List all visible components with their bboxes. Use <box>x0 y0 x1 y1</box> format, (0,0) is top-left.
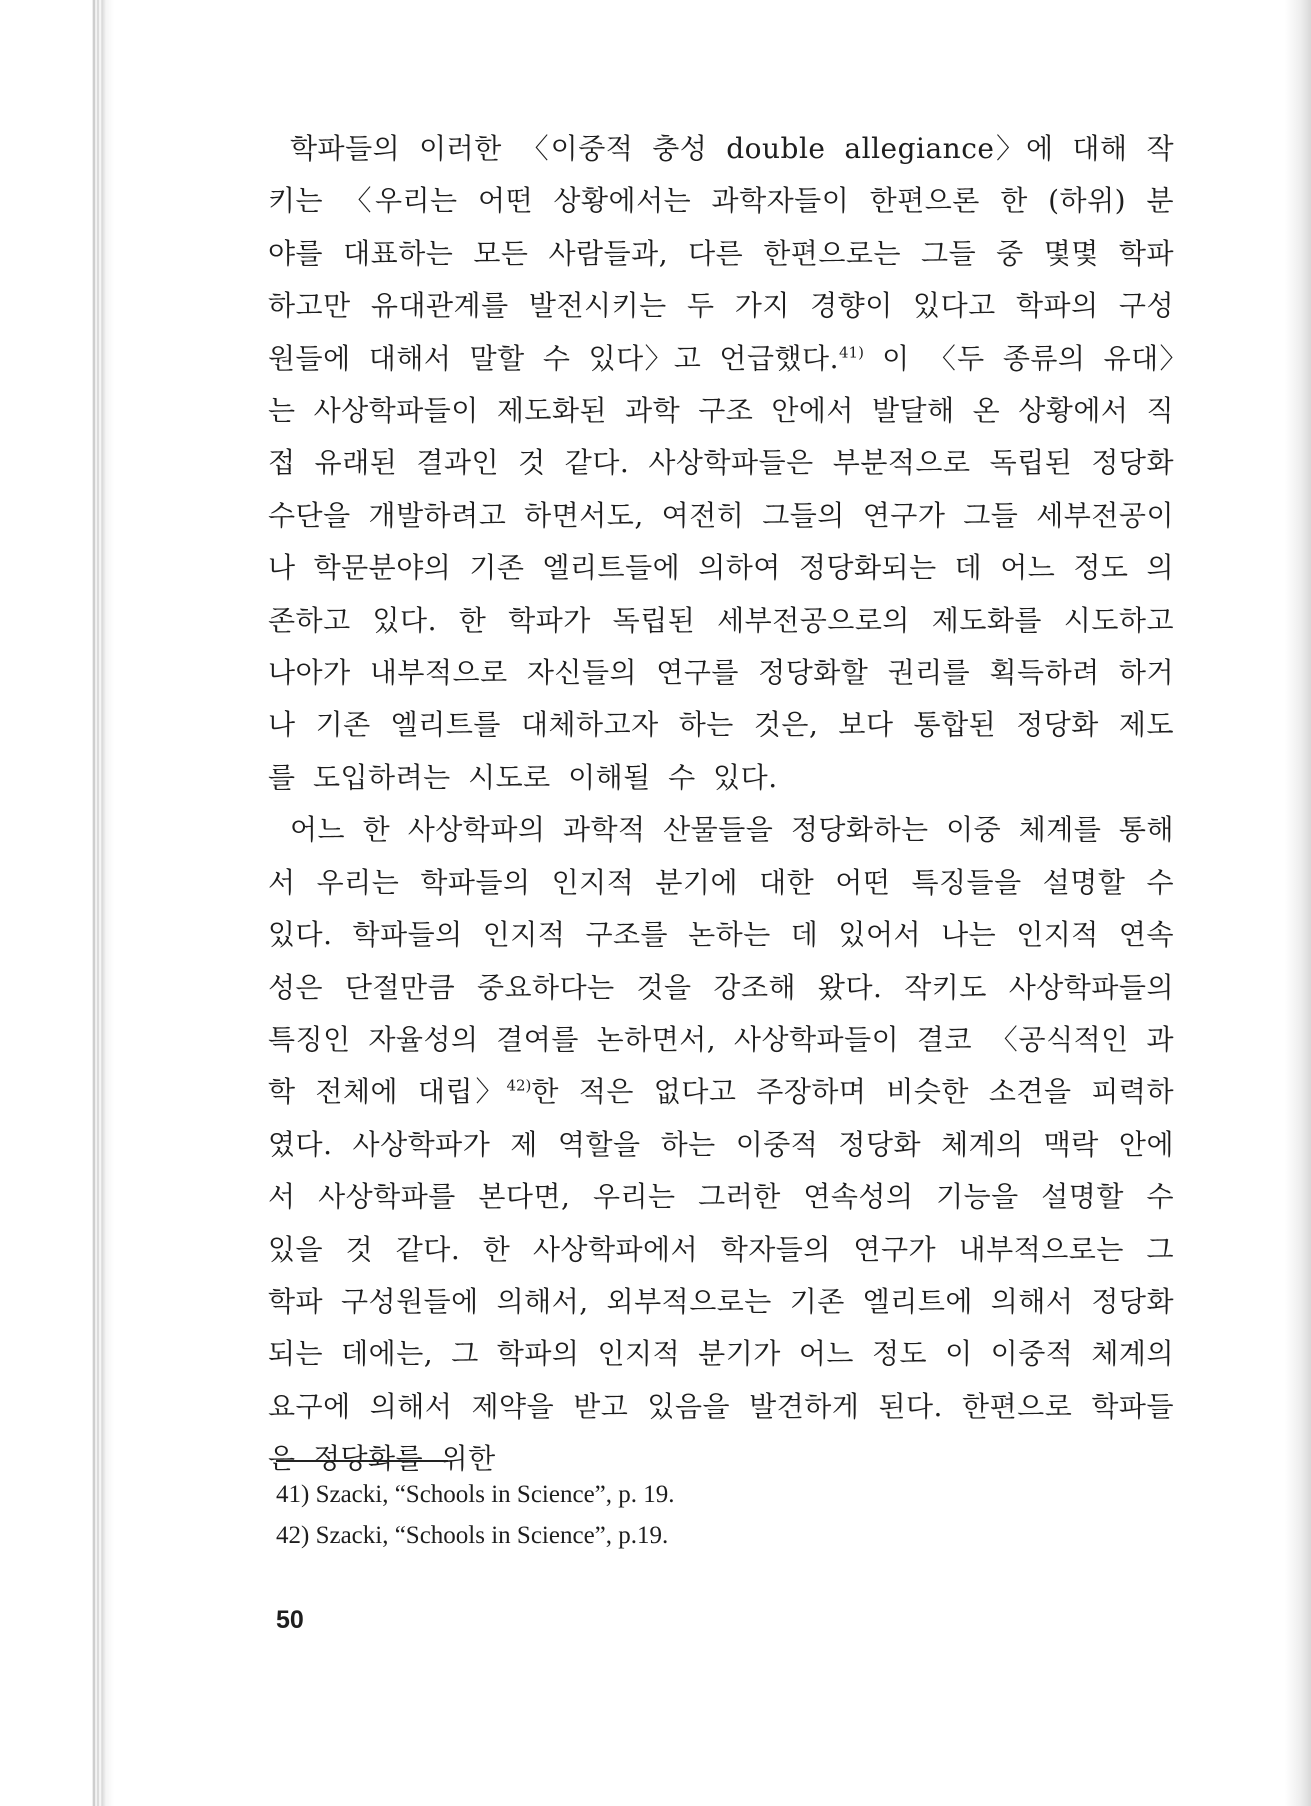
footnote-divider <box>276 1460 448 1462</box>
paragraph-2 <box>268 804 1174 1485</box>
page-number: 50 <box>276 1606 304 1634</box>
paragraph-2-text-a: 어느 한 사상학파의 과학적 산물들을 정당화하는 이중 체계를 통해서 우리는 학파들의 인지적 분기에 대한 어떤 특징들을 설명할 수 있다. 학파들의 인지적 구조를 논하는 데 있어서 나는 인지적 연속성은 단절만큼 중요하다는 것을 강조해 왔다. 작키도 사상학파들의 특징인 자율성의 결여를 논하면서, 사상학파들이 결코 〈공식적인 과학 전체에 대립〉 <box>268 813 1174 1109</box>
paragraph-2-text-b: 한 적은 없다고 주장하며 비슷한 소견을 피력하였다. 사상학파가 제 역할을 하는 이중적 정당화 체계의 맥락 안에서 사상학파를 본다면, 우리는 그러한 연속성의 기능을 설명할 수 있을 것 같다. 한 사상학파에서 학자들의 연구가 내부적으로는 그 학파 구성원들에 의해서, 외부적으로는 기존 엘리트에 의해서 정당화되는 데에는, 그 학파의 인지적 분기가 어느 정도 이 이중적 체계의 요구에 의해서 제약을 받고 있음을 발견하게 된다. 한편으로 학파들은 정당화를 위한 <box>268 1075 1174 1476</box>
footnote-41: 41) Szacki, “Schools in Science”, p. 19. <box>276 1481 675 1508</box>
paragraph-1-text-b: 이 〈두 종류의 유대〉는 사상학파들이 제도화된 과학 구조 안에서 발달해 온 상황에서 직접 유래된 결과인 것 같다. 사상학파들은 부분적으로 독립된 정당화 수단을 개발하려고 하면서도, 여전히 그들의 연구가 그들 세부전공이나 학문분야의 기존 엘리트들에 의하여 정당화되는 데 어느 정도 의존하고 있다. 한 학파가 독립된 세부전공으로의 제도화를 시도하고 나아가 내부적으로 자신들의 연구를 정당화할 권리를 획득하려 하거나 기존 엘리트를 대체하고자 하는 것은, 보다 통합된 정당화 제도를 도입하려는 시도로 이해될 수 있다. <box>268 341 1174 794</box>
footnote-42: 42) Szacki, “Schools in Science”, p.19. <box>276 1522 669 1549</box>
footnote-ref-42: 42) <box>506 1076 532 1095</box>
paragraph-1-text-a: 학파들의 이러한 〈이중적 충성 double allegiance〉에 대해 작키는 〈우리는 어떤 상황에서는 과학자들이 한편으론 한 (하위) 분야를 대표하는 모든 사람들과, 다른 한편으로는 그들 중 몇몇 학파하고만 유대관계를 발전시키는 두 가지 경향이 있다고 학파의 구성원들에 대해서 말할 수 있다〉고 언급했다. <box>268 132 1174 375</box>
page-binding-edge <box>92 0 114 1806</box>
body-text <box>268 123 1174 1486</box>
footnote-ref-41: 41) <box>839 343 864 362</box>
paragraph-1 <box>268 123 1174 804</box>
footnotes <box>276 1474 1156 1556</box>
page-edge-shadow <box>1285 0 1311 1806</box>
